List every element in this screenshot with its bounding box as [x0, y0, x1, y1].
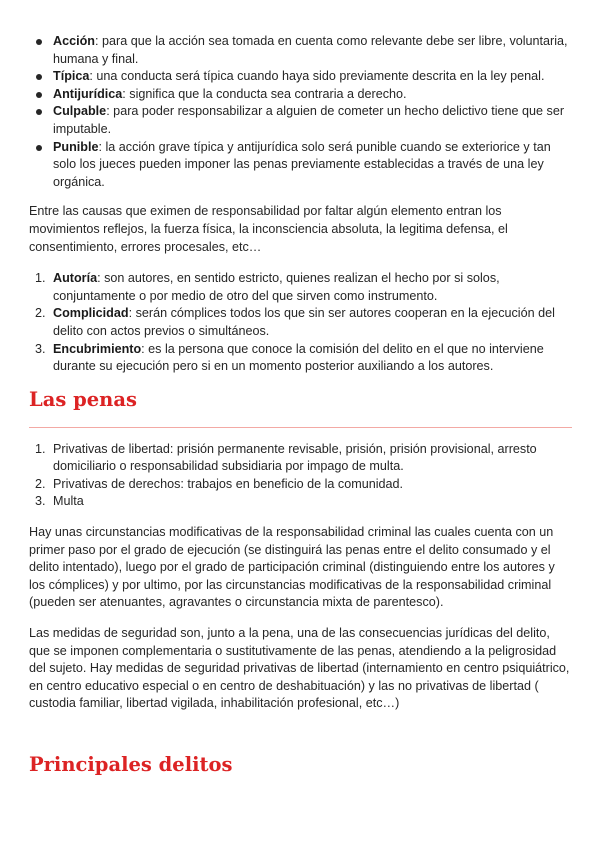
list-item-number: 3. — [35, 494, 46, 509]
list-item — [35, 493, 572, 511]
list-item — [53, 33, 572, 68]
list-item-term: Complicidad — [53, 306, 129, 321]
list-item — [53, 68, 572, 86]
elements-list — [29, 33, 572, 191]
list-item-number: 1. — [35, 271, 46, 286]
list-item-text: : es la persona que conoce la comisión del delito en el que no interviene durante su ejecución pero si en un momento posterior auxiliando a los autores. — [53, 341, 544, 374]
participation-list — [29, 270, 572, 376]
section-heading-penas: Las penas — [29, 387, 137, 411]
list-item-text: : serán cómplices todos los que sin ser autores cooperan en la ejecución del delito con actos previos o simultáneos. — [53, 306, 555, 338]
bullet-icon — [36, 92, 42, 98]
list-item-text: Privativas de derechos: trabajos en beneficio de la comunidad. — [53, 476, 404, 491]
list-item — [53, 103, 572, 138]
list-item — [53, 86, 572, 104]
list-item-text: : una conducta será típica cuando haya sido previamente descrita en la ley penal. — [89, 69, 545, 84]
list-item — [35, 305, 572, 340]
list-item-number: 1. — [35, 441, 46, 456]
list-item-text: Multa — [53, 494, 84, 509]
exemption-paragraph: Entre las causas que eximen de responsabilidad por faltar algún elemento entran los movimientos reflejos, la fuerza física, la inconsciencia absoluta, la legitima defensa, el consentimiento, errores procesales, etc… — [29, 204, 508, 254]
list-item — [35, 441, 572, 476]
bullet-icon — [36, 145, 42, 151]
list-item-text: : para poder responsabilizar a alguien de cometer un hecho delictivo tiene que ser imputable. — [53, 104, 565, 136]
list-item-text: : para que la acción sea tomada en cuenta como relevante debe ser libre, voluntaria, humana y final. — [53, 34, 568, 66]
list-item-term: Culpable — [53, 104, 107, 119]
penas-list — [29, 441, 572, 511]
security-measures-paragraph: Las medidas de seguridad son, junto a la pena, una de las consecuencias jurídicas del delito, que se imponen complementaria o sustitutivamente de las penas, atendiendo a la peligrosidad del sujeto. Hay medidas de seguridad privativas de libertad (internamiento en centro psiquiátrico, en centro educativo especial o en centro de deshabituación) y las no privativas de libertad ( custodia familiar, libertad vigilada, inhabilitación profesional, etc…) — [29, 626, 570, 711]
list-item-term: Antijurídica — [53, 86, 123, 101]
list-item-term: Punible — [53, 139, 99, 154]
list-item — [35, 476, 572, 494]
list-item-number: 2. — [35, 306, 46, 321]
list-item-term: Acción — [53, 34, 95, 48]
section-heading-delitos: Principales delitos — [29, 753, 233, 776]
list-item-term: Encubrimiento — [53, 341, 142, 356]
list-item — [35, 270, 572, 305]
section-divider — [29, 427, 572, 428]
bullet-icon — [36, 74, 42, 80]
bullet-icon — [36, 39, 42, 45]
list-item-text: : son autores, en sentido estricto, quienes realizan el hecho por si solos, conjuntamente o por medio de otro del que sirven como instrumento. — [53, 271, 500, 303]
bullet-icon — [36, 109, 42, 115]
list-item-number: 3. — [35, 341, 46, 356]
list-item — [53, 139, 572, 192]
list-item-number: 2. — [35, 476, 46, 491]
circumstances-paragraph: Hay unas circunstancias modificativas de la responsabilidad criminal las cuales cuenta con un primer paso por el grado de ejecución (se distinguirá las penas entre el delito consumado y el delito intentado), luego por el grado de participación criminal (distinguiendo entre los autores y los cómplices) y por ultimo, por las circunstancias modificativas de la responsabilidad criminal (pueden ser atenuantes, agravantes o circunstancia mixta de parentesco). — [29, 525, 555, 610]
list-item-term: Típica — [53, 69, 90, 84]
list-item-term: Autoría — [53, 271, 98, 286]
list-item-text: : la acción grave típica y antijurídica solo será punible cuando se exteriorice y tan solo los jueces pueden imponer las penas previamente establecidas a través de una ley orgánica. — [53, 139, 551, 189]
list-item-text: Privativas de libertad: prisión permanente revisable, prisión, prisión provisional, arresto domiciliario o responsabilidad subsidiaria por impago de multa. — [53, 441, 537, 474]
list-item — [35, 341, 572, 376]
list-item-text: : significa que la conducta sea contraria a derecho. — [122, 86, 407, 101]
